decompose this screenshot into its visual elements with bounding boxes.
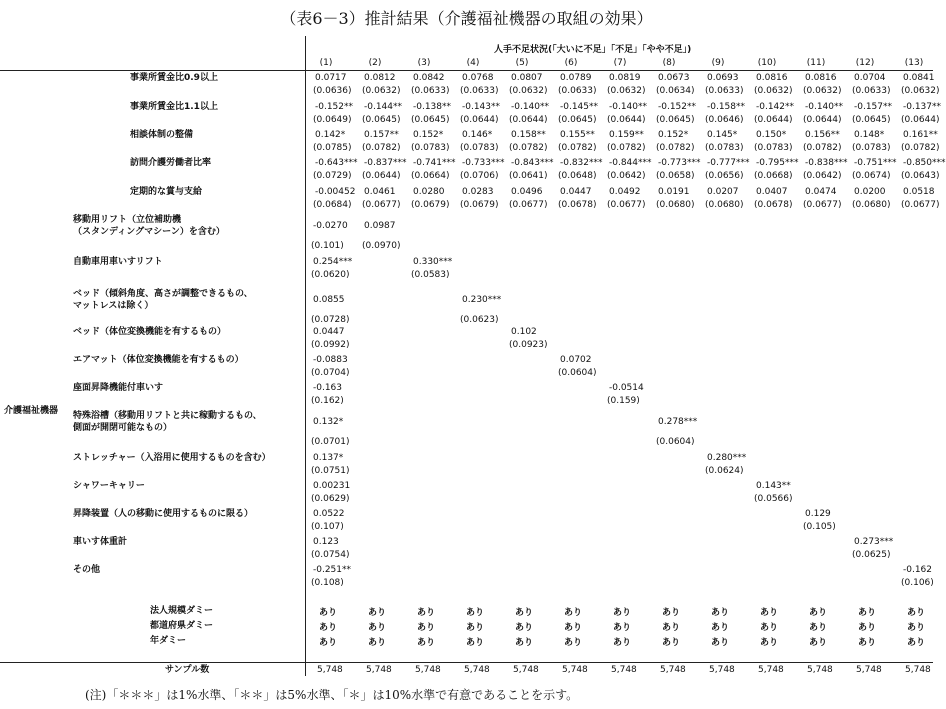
dummy-value: あり xyxy=(417,608,436,618)
dummy-value: あり xyxy=(368,638,387,648)
coef-cell: -0.138** xyxy=(413,102,452,112)
se-cell: (0.108) xyxy=(311,578,344,588)
coef-cell: 0.123 xyxy=(313,537,339,547)
coef-cell: 0.159** xyxy=(609,130,644,140)
coef-cell: 0.148* xyxy=(854,130,885,140)
coef-cell: -0.643*** xyxy=(315,158,358,168)
se-cell: (0.0633) xyxy=(558,86,597,96)
coef-cell: 0.150* xyxy=(756,130,787,140)
se-cell: (0.0992) xyxy=(311,340,350,350)
coef-cell: -0.00452 xyxy=(315,187,356,197)
se-cell: (0.0658) xyxy=(656,171,695,181)
coef-cell: 0.143** xyxy=(756,481,791,491)
dummy-value: あり xyxy=(858,638,877,648)
sample-rule xyxy=(0,662,933,663)
dummy-label: 年ダミー xyxy=(150,636,187,646)
dummy-value: あり xyxy=(564,623,583,633)
coef-cell: 0.0819 xyxy=(609,73,641,83)
dummy-value: あり xyxy=(466,638,485,648)
se-cell: (0.0644) xyxy=(754,115,793,125)
dummy-value: あり xyxy=(907,638,926,648)
coef-cell: -0.152** xyxy=(315,102,354,112)
column-group-header: 人手不足状況(「大いに不足」「不足」「やや不足」) xyxy=(494,45,692,55)
coef-cell: 0.157** xyxy=(364,130,399,140)
se-cell: (0.0679) xyxy=(411,200,450,210)
dummy-value: あり xyxy=(613,623,632,633)
dummy-value: あり xyxy=(907,608,926,618)
dummy-value: あり xyxy=(564,608,583,618)
coef-cell: 0.0987 xyxy=(364,221,396,231)
equipment-label: 車いす体重計 xyxy=(73,537,128,547)
se-cell: (0.0680) xyxy=(656,200,695,210)
sample-value: 5,748 xyxy=(562,665,588,675)
se-cell: (0.0782) xyxy=(803,143,842,153)
coef-cell: 0.0461 xyxy=(364,187,396,197)
dummy-value: あり xyxy=(417,623,436,633)
se-cell: (0.0566) xyxy=(754,494,793,504)
coef-cell: 0.0280 xyxy=(413,187,445,197)
se-cell: (0.0674) xyxy=(852,171,891,181)
coef-cell: -0.145** xyxy=(560,102,599,112)
sample-value: 5,748 xyxy=(905,665,931,675)
coef-cell: 0.0789 xyxy=(560,73,592,83)
dummy-value: あり xyxy=(809,623,828,633)
se-cell: (0.0648) xyxy=(558,171,597,181)
se-cell: (0.0633) xyxy=(705,86,744,96)
equipment-label-line2: マットレスは除く） xyxy=(73,301,154,311)
row-label: 訪問介護労働者比率 xyxy=(130,158,212,168)
coef-cell: 0.273*** xyxy=(854,537,894,547)
se-cell: (0.0751) xyxy=(311,466,350,476)
dummy-value: あり xyxy=(760,623,779,633)
sample-value: 5,748 xyxy=(807,665,833,675)
coef-cell: -0.140** xyxy=(805,102,844,112)
se-cell: (0.0785) xyxy=(313,143,352,153)
coef-cell: 0.230*** xyxy=(462,295,502,305)
dummy-value: あり xyxy=(417,638,436,648)
se-cell: (0.0782) xyxy=(509,143,548,153)
column-number: (8) xyxy=(662,58,676,68)
coef-cell: -0.751*** xyxy=(854,158,897,168)
se-cell: (0.0644) xyxy=(803,115,842,125)
column-number: (9) xyxy=(711,58,725,68)
table-title: （表6－3）推計結果（介護福祉機器の取組の効果） xyxy=(280,9,653,28)
coef-cell: 0.0807 xyxy=(511,73,543,83)
se-cell: (0.0677) xyxy=(362,200,401,210)
se-cell: (0.0783) xyxy=(705,143,744,153)
row-label: 事業所賃金比1.1以上 xyxy=(130,102,218,112)
coef-cell: 0.330*** xyxy=(413,257,453,267)
se-cell: (0.0679) xyxy=(460,200,499,210)
se-cell: (0.0636) xyxy=(313,86,352,96)
se-cell: (0.159) xyxy=(607,396,640,406)
se-cell: (0.0649) xyxy=(313,115,352,125)
coef-cell: 0.280*** xyxy=(707,453,747,463)
se-cell: (0.0645) xyxy=(362,115,401,125)
coef-cell: 0.0474 xyxy=(805,187,837,197)
se-cell: (0.0680) xyxy=(705,200,744,210)
equipment-label: 昇降装置（人の移動に使用するものに限る） xyxy=(73,509,254,519)
dummy-value: あり xyxy=(319,608,338,618)
dummy-value: あり xyxy=(711,623,730,633)
coef-cell: 0.0812 xyxy=(364,73,396,83)
equipment-label-line2: （スタンディングマシーン）を含む） xyxy=(73,227,225,237)
coef-cell: -0.157** xyxy=(854,102,893,112)
dummy-value: あり xyxy=(613,638,632,648)
column-number: (7) xyxy=(613,58,627,68)
coef-cell: 0.0447 xyxy=(313,327,345,337)
dummy-value: あり xyxy=(466,608,485,618)
coef-cell: 0.0717 xyxy=(315,73,347,83)
coef-cell: -0.152** xyxy=(658,102,697,112)
equipment-label: 自動車用車いすリフト xyxy=(73,257,163,267)
se-cell: (0.0923) xyxy=(509,340,548,350)
coef-cell: -0.843*** xyxy=(511,158,554,168)
coef-cell: -0.844*** xyxy=(609,158,652,168)
se-cell: (0.0632) xyxy=(607,86,646,96)
se-cell: (0.0633) xyxy=(852,86,891,96)
se-cell: (0.0632) xyxy=(901,86,940,96)
se-cell: (0.0783) xyxy=(754,143,793,153)
equipment-label: エアマット（体位変換機能を有するもの） xyxy=(73,355,244,365)
se-cell: (0.0645) xyxy=(558,115,597,125)
coef-cell: 0.158** xyxy=(511,130,546,140)
se-cell: (0.0701) xyxy=(311,437,350,447)
coef-cell: -0.0514 xyxy=(609,383,644,393)
se-cell: (0.0684) xyxy=(313,200,352,210)
dummy-value: あり xyxy=(368,608,387,618)
dummy-label: 都道府県ダミー xyxy=(150,621,214,631)
coef-cell: -0.143** xyxy=(462,102,501,112)
se-cell: (0.0643) xyxy=(901,171,940,181)
coef-cell: 0.0496 xyxy=(511,187,543,197)
footnote: (注)「＊＊＊」は1%水準、「＊＊」は5%水準、「＊」は10%水準で有意であることを示す。 xyxy=(85,688,579,702)
se-cell: (0.0634) xyxy=(656,86,695,96)
coef-cell: 0.0518 xyxy=(903,187,935,197)
se-cell: (0.0632) xyxy=(803,86,842,96)
sample-value: 5,748 xyxy=(317,665,343,675)
se-cell: (0.0677) xyxy=(607,200,646,210)
column-number: (12) xyxy=(855,58,875,68)
dummy-value: あり xyxy=(809,638,828,648)
coef-cell: -0.838*** xyxy=(805,158,848,168)
se-cell: (0.0623) xyxy=(460,315,499,325)
dummy-value: あり xyxy=(662,638,681,648)
coef-cell: -0.850*** xyxy=(903,158,946,168)
coef-cell: -0.158** xyxy=(707,102,746,112)
equipment-label: 移動用リフト（立位補助機 xyxy=(73,215,182,225)
coef-cell: 0.0492 xyxy=(609,187,641,197)
se-cell: (0.0583) xyxy=(411,270,450,280)
equipment-label: 座面昇降機能付車いす xyxy=(73,383,164,393)
se-cell: (0.0625) xyxy=(852,550,891,560)
se-cell: (0.0604) xyxy=(656,437,695,447)
coef-cell: 0.161** xyxy=(903,130,938,140)
coef-cell: -0.741*** xyxy=(413,158,456,168)
coef-cell: -0.837*** xyxy=(364,158,407,168)
se-cell: (0.0782) xyxy=(901,143,940,153)
dummy-value: あり xyxy=(760,608,779,618)
se-cell: (0.105) xyxy=(803,522,836,532)
coef-cell: 0.129 xyxy=(805,509,831,519)
dummy-value: あり xyxy=(319,623,338,633)
coef-cell: 0.0522 xyxy=(313,509,345,519)
se-cell: (0.0677) xyxy=(803,200,842,210)
coef-cell: -0.140** xyxy=(609,102,648,112)
se-cell: (0.0644) xyxy=(362,171,401,181)
coef-cell: 0.0447 xyxy=(560,187,592,197)
coef-cell: -0.773*** xyxy=(658,158,701,168)
coef-cell: 0.137* xyxy=(313,453,344,463)
se-cell: (0.0728) xyxy=(311,315,350,325)
se-cell: (0.0677) xyxy=(509,200,548,210)
equipment-label: 特殊浴槽（移動用リフトと共に稼動するもの、 xyxy=(73,411,262,421)
column-number: (5) xyxy=(515,58,529,68)
coef-cell: 0.254*** xyxy=(313,257,353,267)
dummy-value: あり xyxy=(809,608,828,618)
se-cell: (0.0664) xyxy=(411,171,450,181)
dummy-value: あり xyxy=(858,623,877,633)
vertical-divider xyxy=(305,36,306,676)
coef-cell: 0.0693 xyxy=(707,73,739,83)
se-cell: (0.107) xyxy=(311,522,344,532)
coef-cell: 0.102 xyxy=(511,327,537,337)
se-cell: (0.0624) xyxy=(705,466,744,476)
se-cell: (0.101) xyxy=(311,241,344,251)
dummy-value: あり xyxy=(368,623,387,633)
se-cell: (0.0632) xyxy=(754,86,793,96)
coef-cell: 0.155** xyxy=(560,130,595,140)
coef-cell: -0.0883 xyxy=(313,355,348,365)
row-label: 事業所賃金比0.9以上 xyxy=(130,73,218,83)
se-cell: (0.0645) xyxy=(852,115,891,125)
dummy-value: あり xyxy=(858,608,877,618)
se-cell: (0.0704) xyxy=(311,368,350,378)
coef-cell: -0.733*** xyxy=(462,158,505,168)
coef-cell: 0.0702 xyxy=(560,355,592,365)
se-cell: (0.0644) xyxy=(607,115,646,125)
dummy-value: あり xyxy=(515,608,534,618)
coef-cell: 0.0841 xyxy=(903,73,935,83)
sample-value: 5,748 xyxy=(660,665,686,675)
sample-value: 5,748 xyxy=(709,665,735,675)
coef-cell: -0.832*** xyxy=(560,158,603,168)
se-cell: (0.0646) xyxy=(705,115,744,125)
se-cell: (0.0729) xyxy=(313,171,352,181)
se-cell: (0.0680) xyxy=(852,200,891,210)
coef-cell: -0.795*** xyxy=(756,158,799,168)
coef-cell: 0.0407 xyxy=(756,187,788,197)
dummy-value: あり xyxy=(515,638,534,648)
coef-cell: 0.0283 xyxy=(462,187,494,197)
se-cell: (0.0678) xyxy=(754,200,793,210)
se-cell: (0.0645) xyxy=(656,115,695,125)
equipment-label-line2: 側面が開閉可能なもの） xyxy=(73,423,173,433)
column-number: (3) xyxy=(417,58,431,68)
coef-cell: 0.156** xyxy=(805,130,840,140)
se-cell: (0.0633) xyxy=(460,86,499,96)
coef-cell: 0.0207 xyxy=(707,187,739,197)
se-cell: (0.0645) xyxy=(411,115,450,125)
sample-value: 5,748 xyxy=(415,665,441,675)
coef-cell: -0.251** xyxy=(313,565,352,575)
column-number: (13) xyxy=(904,58,924,68)
se-cell: (0.0644) xyxy=(460,115,499,125)
coef-cell: -0.144** xyxy=(364,102,403,112)
se-cell: (0.0678) xyxy=(558,200,597,210)
dummy-value: あり xyxy=(662,623,681,633)
se-cell: (0.0656) xyxy=(705,171,744,181)
coef-cell: -0.163 xyxy=(313,383,343,393)
se-cell: (0.0641) xyxy=(509,171,548,181)
se-cell: (0.0970) xyxy=(362,241,401,251)
coef-cell: 0.0768 xyxy=(462,73,494,83)
coef-cell: 0.0855 xyxy=(313,295,345,305)
coef-cell: 0.278*** xyxy=(658,417,698,427)
coef-cell: 0.145* xyxy=(707,130,738,140)
se-cell: (0.0782) xyxy=(558,143,597,153)
coef-cell: -0.140** xyxy=(511,102,550,112)
dummy-value: あり xyxy=(319,638,338,648)
se-cell: (0.0783) xyxy=(852,143,891,153)
dummy-value: あり xyxy=(907,623,926,633)
se-cell: (0.0706) xyxy=(460,171,499,181)
coef-cell: 0.0704 xyxy=(854,73,886,83)
coef-cell: -0.137** xyxy=(903,102,942,112)
sample-value: 5,748 xyxy=(856,665,882,675)
equipment-label: ベッド（体位変換機能を有するもの） xyxy=(73,327,227,337)
row-label: 定期的な賞与支給 xyxy=(130,187,203,197)
dummy-value: あり xyxy=(466,623,485,633)
se-cell: (0.0644) xyxy=(509,115,548,125)
equipment-label: ベッド（傾斜角度、高さが調整できるもの、 xyxy=(73,289,253,299)
se-cell: (0.0604) xyxy=(558,368,597,378)
se-cell: (0.0629) xyxy=(311,494,350,504)
se-cell: (0.0668) xyxy=(754,171,793,181)
column-number: (2) xyxy=(368,58,382,68)
column-number: (11) xyxy=(806,58,826,68)
equipment-label: ストレッチャー（入浴用に使用するものを含む） xyxy=(73,453,271,463)
coef-cell: 0.00231 xyxy=(313,481,351,491)
se-cell: (0.162) xyxy=(311,396,344,406)
coef-cell: -0.142** xyxy=(756,102,795,112)
sample-value: 5,748 xyxy=(513,665,539,675)
se-cell: (0.0782) xyxy=(656,143,695,153)
sample-value: 5,748 xyxy=(611,665,637,675)
se-cell: (0.0632) xyxy=(362,86,401,96)
equipment-label: シャワーキャリー xyxy=(73,481,145,491)
coef-cell: 0.0842 xyxy=(413,73,445,83)
se-cell: (0.0632) xyxy=(509,86,548,96)
dummy-value: あり xyxy=(711,638,730,648)
coef-cell: 0.0816 xyxy=(805,73,837,83)
coef-cell: 0.0816 xyxy=(756,73,788,83)
dummy-value: あり xyxy=(760,638,779,648)
se-cell: (0.0677) xyxy=(901,200,940,210)
equipment-group-label: 介護福祉機器 xyxy=(4,406,59,416)
row-label: 相談体制の整備 xyxy=(130,130,194,140)
dummy-value: あり xyxy=(515,623,534,633)
column-number: (4) xyxy=(466,58,480,68)
coef-cell: 0.132* xyxy=(313,417,344,427)
coef-cell: 0.152* xyxy=(413,130,444,140)
column-number: (1) xyxy=(319,58,333,68)
se-cell: (0.0620) xyxy=(311,270,350,280)
column-number: (10) xyxy=(757,58,777,68)
se-cell: (0.0754) xyxy=(311,550,350,560)
se-cell: (0.0633) xyxy=(411,86,450,96)
dummy-value: あり xyxy=(564,638,583,648)
coef-cell: 0.142* xyxy=(315,130,346,140)
se-cell: (0.0783) xyxy=(411,143,450,153)
coef-cell: 0.152* xyxy=(658,130,689,140)
column-number: (6) xyxy=(564,58,578,68)
sample-label: サンプル数 xyxy=(165,665,210,675)
se-cell: (0.0642) xyxy=(607,171,646,181)
sample-value: 5,748 xyxy=(366,665,392,675)
se-cell: (0.0782) xyxy=(607,143,646,153)
coef-cell: -0.162 xyxy=(903,565,933,575)
coef-cell: 0.0673 xyxy=(658,73,690,83)
coef-cell: 0.146* xyxy=(462,130,493,140)
dummy-value: あり xyxy=(662,608,681,618)
dummy-value: あり xyxy=(613,608,632,618)
se-cell: (0.0783) xyxy=(460,143,499,153)
se-cell: (0.0782) xyxy=(362,143,401,153)
se-cell: (0.0644) xyxy=(901,115,940,125)
se-cell: (0.106) xyxy=(901,578,934,588)
dummy-value: あり xyxy=(711,608,730,618)
dummy-label: 法人規模ダミー xyxy=(150,606,214,616)
equipment-label: その他 xyxy=(73,565,101,575)
sample-value: 5,748 xyxy=(464,665,490,675)
se-cell: (0.0642) xyxy=(803,171,842,181)
coef-cell: 0.0191 xyxy=(658,187,690,197)
coef-cell: 0.0200 xyxy=(854,187,886,197)
header-rule xyxy=(0,70,933,71)
coef-cell: -0.777*** xyxy=(707,158,750,168)
coef-cell: -0.0270 xyxy=(313,221,348,231)
sample-value: 5,748 xyxy=(758,665,784,675)
